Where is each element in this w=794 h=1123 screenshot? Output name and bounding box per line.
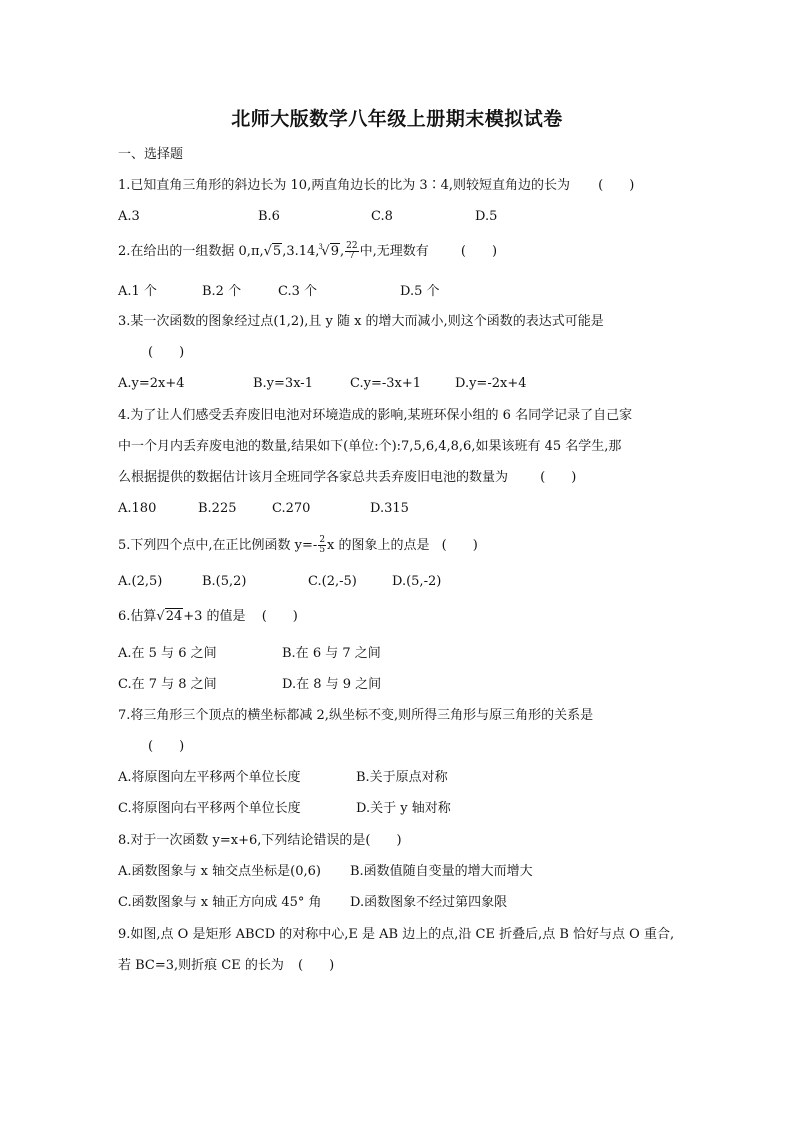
- question-9-line-2: [118, 957, 698, 975]
- question-2-comma: ,: [340, 244, 345, 259]
- section-heading: 一、选择题: [118, 147, 184, 162]
- option-b: B.(5,2): [202, 574, 247, 589]
- question-2-mid: ,3.14,: [282, 244, 320, 259]
- option-b: B.6: [258, 209, 280, 224]
- option-c: C.在 7 与 8 之间: [118, 677, 217, 692]
- option-d: D.5: [475, 209, 498, 224]
- option-c: C.270: [272, 501, 311, 516]
- question-8: 8.对于一次函数 y=x+6,下列结论错误的是( ): [118, 833, 402, 848]
- option-d: D.关于 y 轴对称: [356, 801, 451, 816]
- option-b: B.y=3x-1: [253, 376, 313, 391]
- answer-paren: ( ): [261, 609, 298, 624]
- option-c: C.y=-3x+1: [350, 376, 422, 391]
- option-d: D.在 8 与 9 之间: [282, 677, 382, 692]
- sqrt-radicand: 24: [165, 609, 183, 624]
- page-title: 北师大版数学八年级上册期末模拟试卷: [231, 108, 563, 130]
- question-9-line-1: 9.如图,点 O 是矩形 ABCD 的对称中心,E 是 AB 边上的点,沿 CE 折叠后,点 B 恰好与点 O 重合,: [118, 927, 675, 942]
- question-4-text: 么根据提供的数据估计该月全班同学各家总共丢弃废旧电池的数量为: [118, 470, 509, 485]
- option-b: B.225: [198, 501, 237, 516]
- answer-paren: ( ): [148, 345, 185, 360]
- option-b: B.在 6 与 7 之间: [282, 646, 381, 661]
- fraction: [345, 242, 358, 261]
- option-a: A.3: [118, 209, 140, 224]
- option-d: D.y=-2x+4: [455, 376, 527, 391]
- question-6-suffix: +3 的值是: [183, 609, 246, 624]
- question-1: [118, 177, 698, 195]
- cube-root-symbol: 3 √9: [319, 243, 340, 261]
- option-b: B.关于原点对称: [356, 770, 448, 785]
- option-a: A.在 5 与 6 之间: [118, 646, 217, 661]
- option-b: B.函数值随自变量的增大而增大: [350, 864, 533, 879]
- question-1-text: 1.已知直角三角形的斜边长为 10,两直角边长的比为 3∶4,则较短直角边的长为: [118, 178, 571, 193]
- question-5: [118, 536, 698, 555]
- question-9-text: 若 BC=3,则折痕 CE 的长为: [118, 958, 284, 973]
- sqrt-radicand: 5: [272, 244, 282, 259]
- option-c: C.函数图象与 x 轴正方向成 45° 角: [118, 895, 322, 910]
- option-d: D.函数图象不经过第四象限: [350, 895, 508, 910]
- question-5-suffix: x 的图象上的点是: [327, 538, 430, 553]
- cube-root-radicand: 9: [330, 244, 339, 259]
- option-a: A.y=2x+4: [118, 376, 185, 391]
- option-b: B.2 个: [202, 284, 242, 299]
- option-a: A.函数图象与 x 轴交点坐标是(0,6): [118, 864, 321, 879]
- option-d: D.315: [370, 501, 409, 516]
- option-d: D.5 个: [400, 284, 440, 299]
- option-a: A.180: [118, 501, 157, 516]
- answer-paren: ( ): [148, 739, 185, 754]
- question-4-line-2: 中一个月内丢弃废电池的数量,结果如下(单位:个):7,5,6,4,8,6,如果该班有 45 名学生,那: [118, 439, 622, 454]
- fraction-numerator: 2: [319, 535, 326, 545]
- option-c: C.(2,-5): [308, 574, 357, 589]
- question-2-prefix: 2.在给出的一组数据 0,π,: [118, 244, 264, 259]
- fraction-denominator: 5: [319, 545, 326, 555]
- question-6: [118, 608, 698, 626]
- cube-root-index: 3: [318, 243, 323, 251]
- option-c: C.3 个: [278, 284, 318, 299]
- option-c: C.8: [371, 209, 393, 224]
- question-4-line-1: 4.为了让人们感受丢弃废旧电池对环境造成的影响,某班环保小组的 6 名同学记录了自己家: [118, 408, 633, 423]
- question-5-prefix: 5.下列四个点中,在正比例函数 y=-: [118, 538, 318, 553]
- question-6-prefix: 6.估算: [118, 609, 157, 624]
- fraction-numerator: 22: [346, 241, 358, 251]
- question-7: 7.将三角形三个顶点的横坐标都减 2,纵坐标不变,则所得三角形与原三角形的关系是: [118, 708, 594, 723]
- question-4-line-3: [118, 469, 698, 487]
- question-3: 3.某一次函数的图象经过点(1,2),且 y 随 x 的增大而减小,则这个函数的表达式可能是: [118, 314, 604, 329]
- answer-paren: ( ): [298, 958, 335, 973]
- answer-paren: ( ): [460, 244, 498, 259]
- option-d: D.(5,-2): [392, 574, 442, 589]
- question-2-suffix: 中,无理数有: [359, 244, 429, 259]
- option-a: A.(2,5): [118, 574, 163, 589]
- answer-paren: ( ): [540, 470, 577, 485]
- sqrt-symbol: √5: [263, 244, 282, 259]
- question-2: [118, 242, 698, 261]
- answer-paren: ( ): [441, 538, 478, 553]
- sqrt-symbol: √24: [156, 609, 183, 624]
- option-a: A.1 个: [118, 284, 157, 299]
- fraction: [318, 536, 326, 555]
- option-a: A.将原图向左平移两个单位长度: [118, 770, 301, 785]
- option-c: C.将原图向右平移两个单位长度: [118, 801, 301, 816]
- answer-paren: ( ): [598, 178, 635, 193]
- fraction-denominator: 7: [349, 251, 355, 261]
